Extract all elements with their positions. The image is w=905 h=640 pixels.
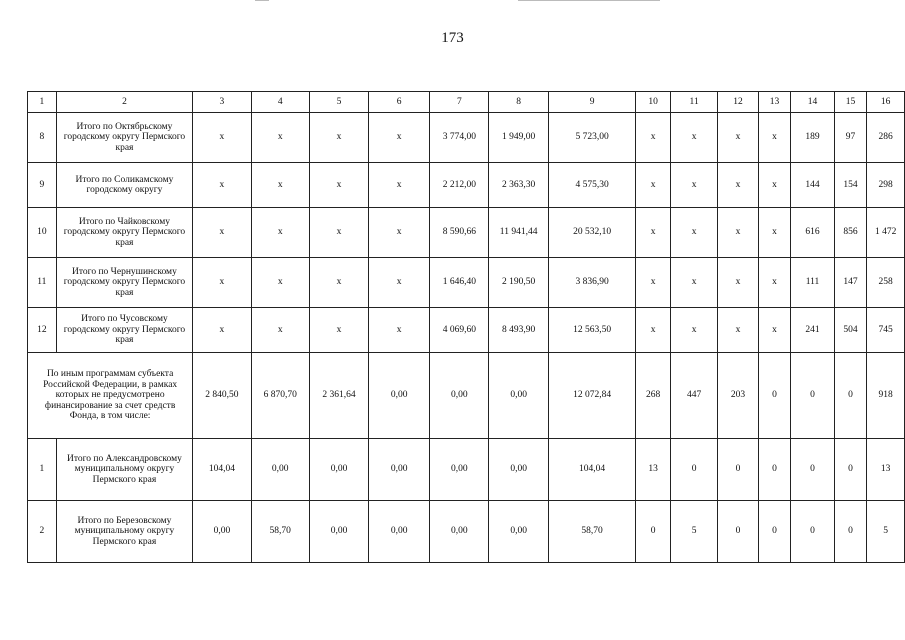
header-cell: 1 — [28, 92, 57, 113]
cell: 0,00 — [369, 353, 430, 439]
cell: x — [670, 258, 717, 308]
cell: 2 190,50 — [489, 258, 548, 308]
cell: x — [193, 163, 251, 208]
row-number: 11 — [28, 258, 57, 308]
header-cell: 5 — [309, 92, 368, 113]
header-cell: 8 — [489, 92, 548, 113]
table-row — [28, 163, 905, 208]
row-number: 9 — [28, 163, 57, 208]
cell: 1 646,40 — [430, 258, 489, 308]
cell: 0 — [718, 501, 758, 563]
cell: x — [251, 308, 309, 353]
cell: 268 — [636, 353, 671, 439]
row-label: Итого по Октябрьскому городскому округу Пермского края — [56, 113, 193, 163]
cell: x — [718, 113, 758, 163]
row-number: 10 — [28, 208, 57, 258]
table-row — [28, 439, 905, 501]
cell: 0,00 — [251, 439, 309, 501]
cell: 258 — [867, 258, 905, 308]
cell: 745 — [867, 308, 905, 353]
cell: x — [758, 113, 791, 163]
cell: 616 — [791, 208, 834, 258]
cell: 0,00 — [309, 501, 368, 563]
header-cell: 12 — [718, 92, 758, 113]
cell: 0,00 — [369, 439, 430, 501]
row-label: Итого по Соликамскому городскому округу — [56, 163, 193, 208]
cell: 0,00 — [489, 439, 548, 501]
cell: 504 — [834, 308, 867, 353]
cell: x — [193, 113, 251, 163]
cell: x — [369, 208, 430, 258]
cell: 4 069,60 — [430, 308, 489, 353]
cell: 918 — [867, 353, 905, 439]
cell: 203 — [718, 353, 758, 439]
header-cell: 15 — [834, 92, 867, 113]
header-cell: 14 — [791, 92, 834, 113]
cell: x — [670, 208, 717, 258]
header-cell: 7 — [430, 92, 489, 113]
cell: x — [636, 163, 671, 208]
cell: x — [636, 308, 671, 353]
cell: 0 — [636, 501, 671, 563]
cell: 5 — [670, 501, 717, 563]
scan-mark-right — [518, 0, 660, 1]
page-number: 173 — [441, 30, 464, 46]
cell: 4 575,30 — [548, 163, 636, 208]
table-row — [28, 258, 905, 308]
cell: 1 949,00 — [489, 113, 548, 163]
cell: 0 — [758, 353, 791, 439]
cell: x — [670, 113, 717, 163]
header-cell: 4 — [251, 92, 309, 113]
cell: 0 — [834, 439, 867, 501]
cell: 104,04 — [193, 439, 251, 501]
cell: 11 941,44 — [489, 208, 548, 258]
cell: x — [369, 258, 430, 308]
cell: 1 472 — [867, 208, 905, 258]
cell: 0 — [758, 439, 791, 501]
cell: 6 870,70 — [251, 353, 309, 439]
header-cell: 13 — [758, 92, 791, 113]
row-number: 8 — [28, 113, 57, 163]
row-number: 2 — [28, 501, 57, 563]
summary-label: По иным программам субъекта Российской Федерации, в рамках которых не предусмотрено финансирование за счет средств Фонда, в том числе: — [28, 353, 193, 439]
cell: x — [636, 258, 671, 308]
data-table — [27, 91, 905, 563]
cell: x — [309, 208, 368, 258]
cell: 0,00 — [430, 353, 489, 439]
cell: 13 — [867, 439, 905, 501]
cell: x — [309, 113, 368, 163]
cell: 3 774,00 — [430, 113, 489, 163]
table-row — [28, 308, 905, 353]
header-cell: 16 — [867, 92, 905, 113]
cell: 20 532,10 — [548, 208, 636, 258]
cell: x — [309, 163, 368, 208]
cell: 0 — [758, 501, 791, 563]
cell: x — [251, 113, 309, 163]
cell: x — [718, 163, 758, 208]
cell: 447 — [670, 353, 717, 439]
cell: 0,00 — [489, 501, 548, 563]
cell: x — [369, 113, 430, 163]
cell: 2 840,50 — [193, 353, 251, 439]
cell: x — [758, 208, 791, 258]
cell: x — [193, 208, 251, 258]
cell: 241 — [791, 308, 834, 353]
row-number: 12 — [28, 308, 57, 353]
table-row — [28, 501, 905, 563]
cell: 0,00 — [369, 501, 430, 563]
cell: x — [193, 258, 251, 308]
cell: x — [718, 308, 758, 353]
header-cell: 11 — [670, 92, 717, 113]
cell: 856 — [834, 208, 867, 258]
cell: 58,70 — [251, 501, 309, 563]
cell: 111 — [791, 258, 834, 308]
cell: 8 493,90 — [489, 308, 548, 353]
row-label: Итого по Чайковскому городскому округу Пермского края — [56, 208, 193, 258]
cell: 0 — [718, 439, 758, 501]
table-row — [28, 208, 905, 258]
cell: 2 363,30 — [489, 163, 548, 208]
cell: 154 — [834, 163, 867, 208]
cell: 144 — [791, 163, 834, 208]
cell: x — [251, 208, 309, 258]
cell: 2 212,00 — [430, 163, 489, 208]
cell: 97 — [834, 113, 867, 163]
row-label: Итого по Березовскому муниципальному округу Пермского края — [56, 501, 193, 563]
cell: x — [251, 163, 309, 208]
cell: 5 — [867, 501, 905, 563]
cell: 104,04 — [548, 439, 636, 501]
cell: 0,00 — [309, 439, 368, 501]
cell: 0 — [791, 439, 834, 501]
cell: x — [718, 258, 758, 308]
cell: 5 723,00 — [548, 113, 636, 163]
cell: 0 — [834, 501, 867, 563]
cell: 0 — [834, 353, 867, 439]
cell: 147 — [834, 258, 867, 308]
cell: 0,00 — [489, 353, 548, 439]
row-label: Итого по Чусовскому городскому округу Пермского края — [56, 308, 193, 353]
cell: 0 — [791, 501, 834, 563]
cell: 8 590,66 — [430, 208, 489, 258]
header-row — [28, 92, 905, 113]
cell: x — [369, 163, 430, 208]
cell: 286 — [867, 113, 905, 163]
header-cell: 10 — [636, 92, 671, 113]
header-cell: 2 — [56, 92, 193, 113]
summary-row — [28, 353, 905, 439]
cell: 0 — [670, 439, 717, 501]
row-label: Итого по Александровскому муниципальному округу Пермского края — [56, 439, 193, 501]
cell: 12 072,84 — [548, 353, 636, 439]
cell: 58,70 — [548, 501, 636, 563]
header-cell: 3 — [193, 92, 251, 113]
cell: 189 — [791, 113, 834, 163]
cell: 2 361,64 — [309, 353, 368, 439]
cell: x — [670, 163, 717, 208]
cell: 0 — [791, 353, 834, 439]
cell: 3 836,90 — [548, 258, 636, 308]
cell: x — [309, 258, 368, 308]
cell: 298 — [867, 163, 905, 208]
cell: x — [369, 308, 430, 353]
table-row — [28, 113, 905, 163]
cell: 0,00 — [193, 501, 251, 563]
row-label: Итого по Чернушинскому городскому округу Пермского края — [56, 258, 193, 308]
cell: x — [251, 258, 309, 308]
cell: x — [193, 308, 251, 353]
cell: x — [758, 163, 791, 208]
scan-mark-left — [255, 0, 269, 1]
row-number: 1 — [28, 439, 57, 501]
cell: x — [309, 308, 368, 353]
cell: x — [636, 208, 671, 258]
cell: 0,00 — [430, 501, 489, 563]
header-cell: 9 — [548, 92, 636, 113]
cell: 0,00 — [430, 439, 489, 501]
cell: 13 — [636, 439, 671, 501]
cell: 12 563,50 — [548, 308, 636, 353]
cell: x — [670, 308, 717, 353]
cell: x — [758, 308, 791, 353]
header-cell: 6 — [369, 92, 430, 113]
cell: x — [718, 208, 758, 258]
cell: x — [758, 258, 791, 308]
cell: x — [636, 113, 671, 163]
